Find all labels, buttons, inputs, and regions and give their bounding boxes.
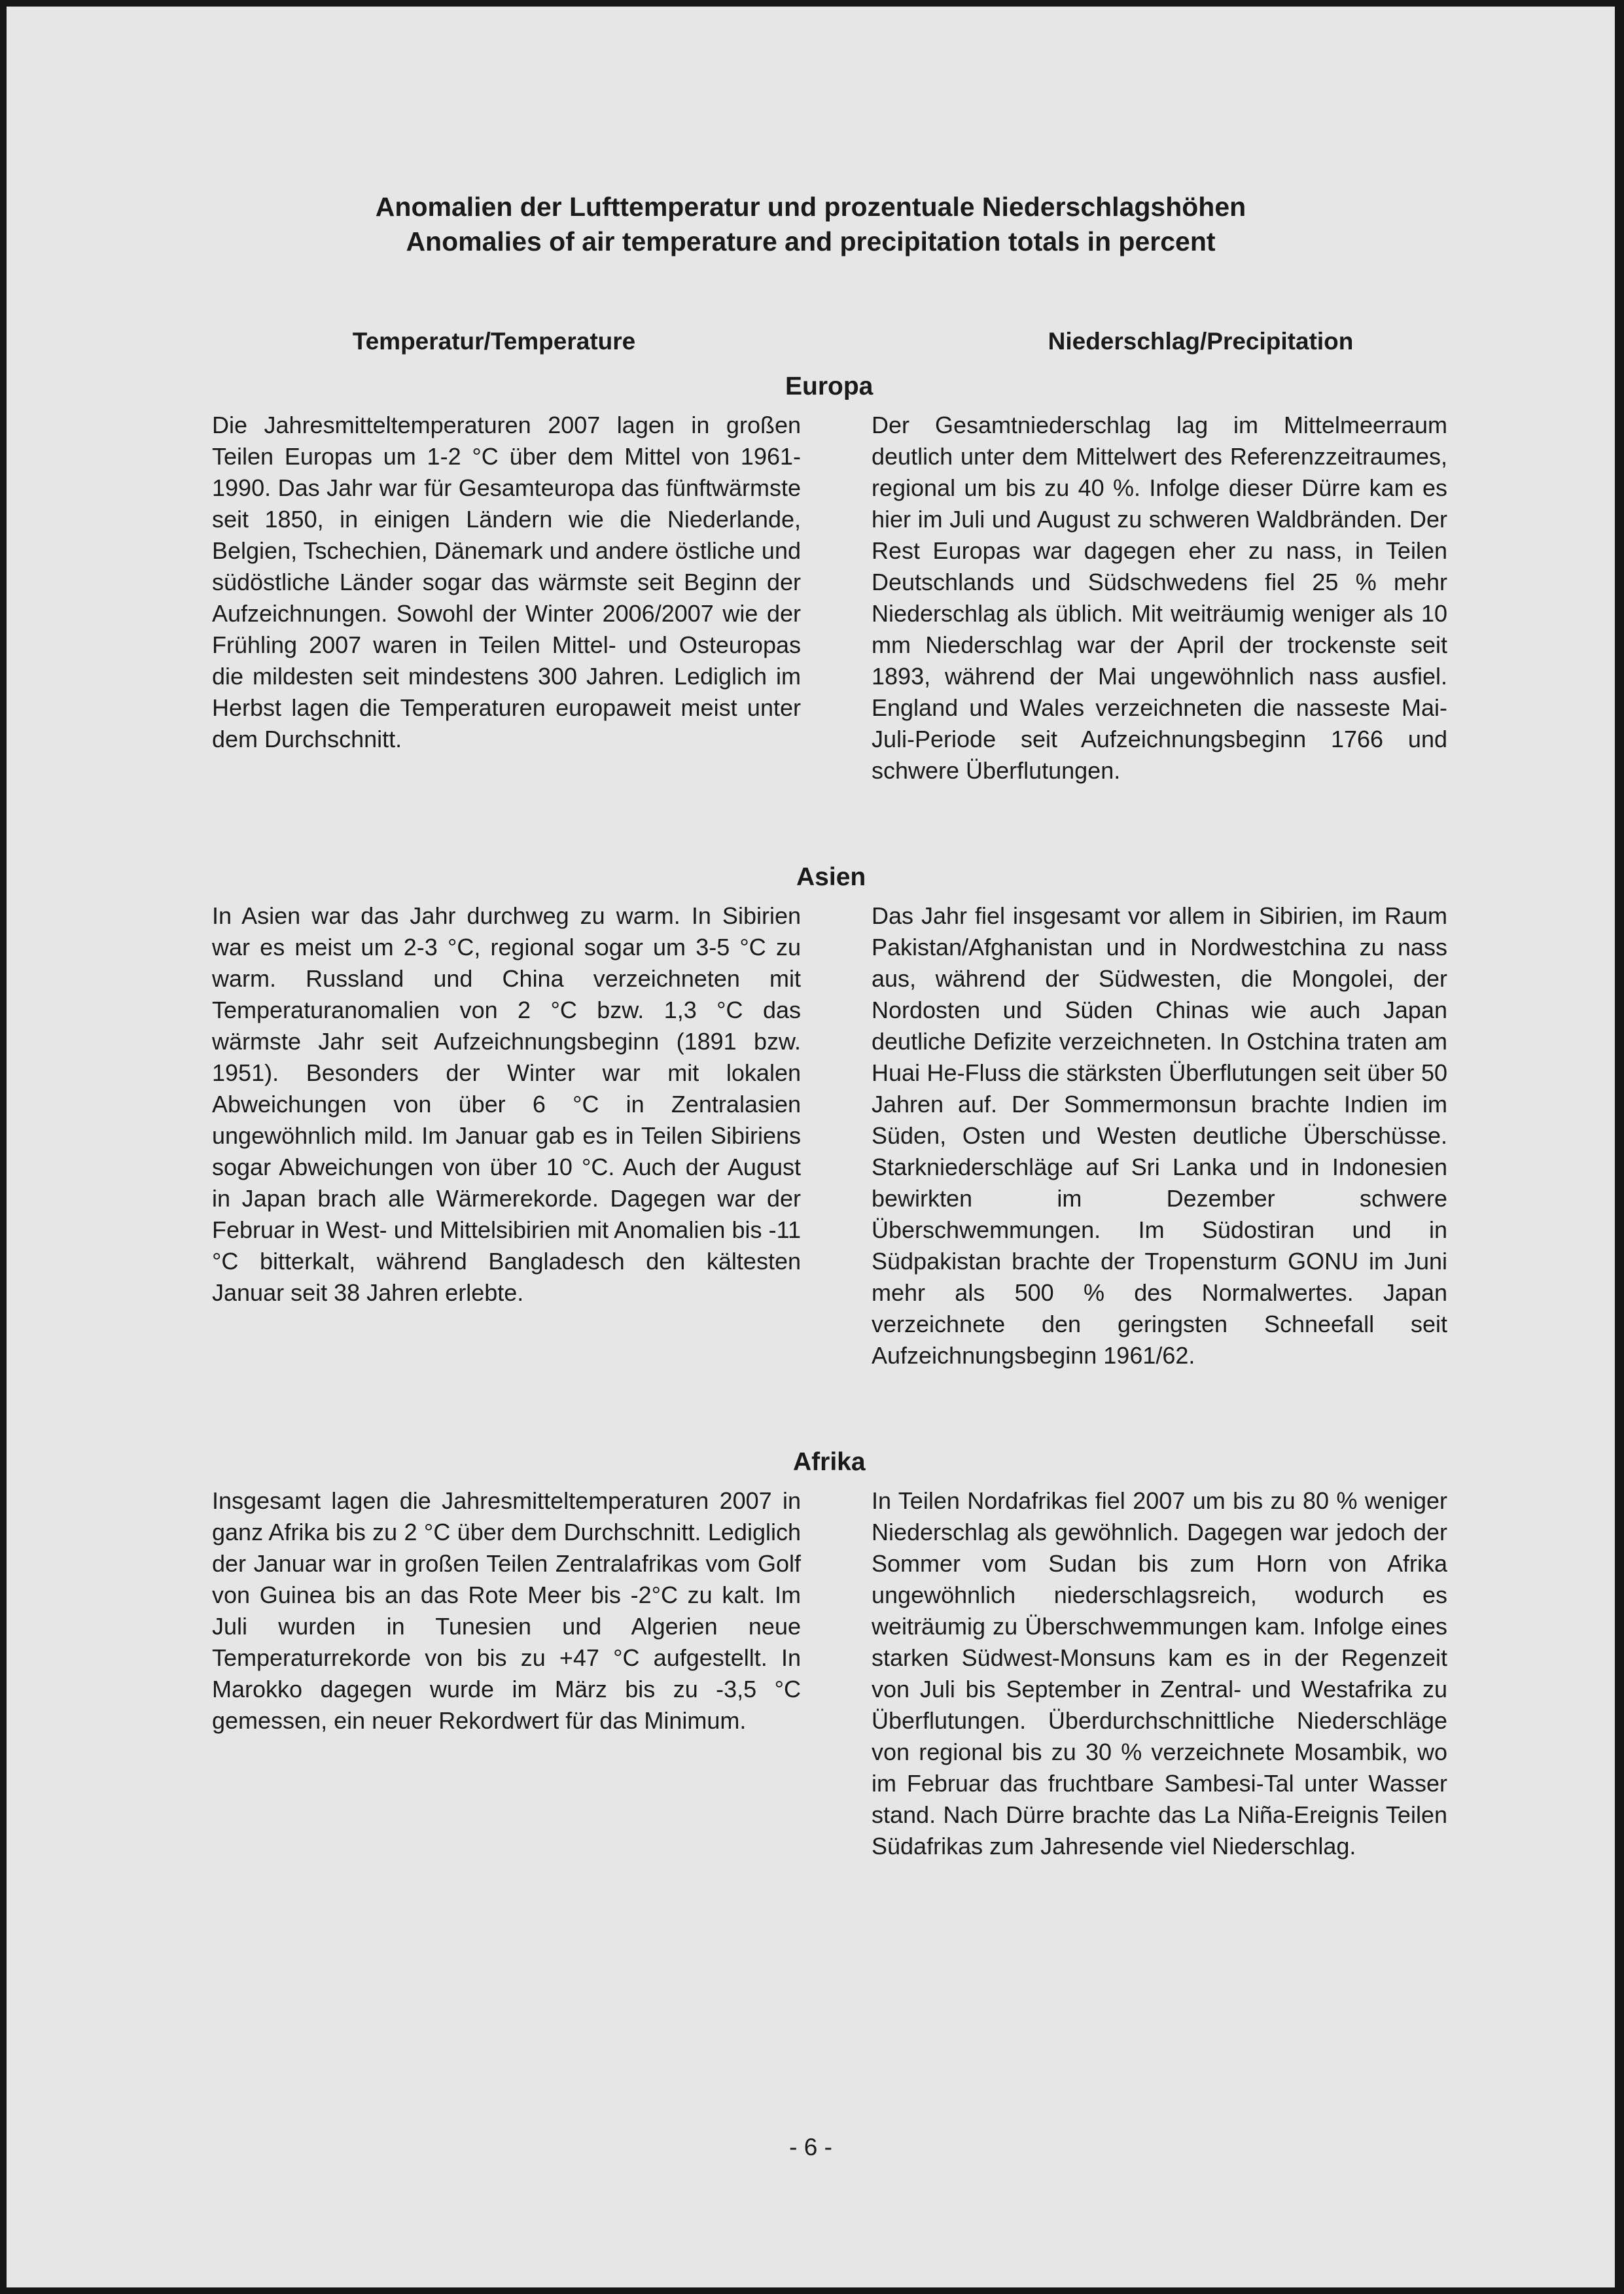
title-english: Anomalies of air temperature and precipitation totals in percent [406,226,1216,256]
region-heading-afrika: Afrika [793,1448,866,1476]
afrika-precipitation-text: In Teilen Nordafrikas fiel 2007 um bis zu 80 % weniger Niederschlag als gewöhnlich. Dagegen war jedoch der Sommer vom Sudan bis zum Horn von Afrika ungewöhnlich niederschlagsreich, wodurch es weiträumig zu Überschwemmungen kam. Infolge eines starken Südwest-Monsuns kam es in der Regenzeit von Juli bis September in Zentral- und Westafrika zu Überflutungen. Überdurchschnittliche Niederschläge von regional bis zu 30 % verzeichnete Mosambik, wo im Februar das fruchtbare Sambesi-Tal unter Wasser stand. Nach Dürre brachte das La Niña-Ereignis Teilen Südafrikas zum Jahresende viel Niederschlag. [872,1487,1447,1860]
region-heading-asien: Asien [796,863,866,891]
europa-temperature-text: Die Jahresmitteltemperaturen 2007 lagen in großen Teilen Europas um 1-2 °C über dem Mittel von 1961-1990. Das Jahr war für Gesamteuropa das fünftwärmste seit 1850, in einigen Ländern wie die Niederlande, Belgien, Tschechien, Dänemark und andere östliche und südöstliche Länder sogar das wärmste seit Beginn der Aufzeichnungen. Sowohl der Winter 2006/2007 wie der Frühling 2007 waren in Teilen Mittel- und Osteuropas die mildesten seit mindestens 300 Jahren. Lediglich im Herbst lagen die Temperaturen europaweit meist unter dem Durchschnitt. [212,412,801,752]
column-heading-temperature: Temperatur/Temperature [352,328,636,355]
asien-temperature-text: In Asien war das Jahr durchweg zu warm. In Sibirien war es meist um 2-3 °C, regional sogar um 3-5 °C zu warm. Russland und China verzeichneten mit Temperaturanomalien von 2 °C bzw. 1,3 °C das wärmste Jahr seit Aufzeichnungsbeginn (1891 bzw. 1951). Besonders der Winter war mit lokalen Abweichungen von über 6 °C in Zentralasien ungewöhnlich mild. Im Januar gab es in Teilen Sibiriens sogar Abweichungen von über 10 °C. Auch der August in Japan brach alle Wärmerekorde. Dagegen war der Februar in West- und Mittelsibirien mit Anomalien bis -11 °C bitterkalt, während Bangladesch den kältesten Januar seit 38 Jahren erlebte. [212,902,801,1306]
column-heading-precipitation: Niederschlag/Precipitation [1048,328,1354,355]
page-title [7,190,1615,259]
europa-precipitation-text: Der Gesamtniederschlag lag im Mittelmeerraum deutlich unter dem Mittelwert des Referenzzeitraumes, regional um bis zu 40 %. Infolge dieser Dürre kam es hier im Juli und August zu schweren Waldbränden. Der Rest Europas war dagegen eher zu nass, in Teilen Deutschlands und Südschwedens fiel 25 % mehr Niederschlag als üblich. Mit weiträumig weniger als 10 mm Niederschlag war der April der trockenste seit 1893, während der Mai ungewöhnlich nass ausfiel. England und Wales verzeichneten die nasseste Mai-Juli-Periode seit Aufzeichnungsbeginn 1766 und schwere Überflutungen. [872,412,1447,784]
page-number: - 6 - [789,2134,832,2161]
afrika-temperature-text: Insgesamt lagen die Jahresmitteltemperaturen 2007 in ganz Afrika bis zu 2 °C über dem Durchschnitt. Lediglich der Januar war in großen Teilen Zentralafrikas vom Golf von Guinea bis an das Rote Meer bis -2°C zu kalt. Im Juli wurden in Tunesien und Algerien neue Temperaturrekorde von bis zu +47 °C aufgestellt. In Marokko dagegen wurde im März bis zu -3,5 °C gemessen, ein neuer Rekordwert für das Minimum. [212,1487,801,1734]
document-page [7,7,1615,2287]
asien-precipitation-text: Das Jahr fiel insgesamt vor allem in Sibirien, im Raum Pakistan/Afghanistan und in Nordwestchina zu nass aus, während der Südwesten, die Mongolei, der Nordosten und Süden Chinas wie auch Japan deutliche Defizite verzeichneten. In Ostchina traten am Huai He-Fluss die stärksten Überflutungen seit über 50 Jahren auf. Der Sommermonsun brachte Indien im Süden, Osten und Westen deutliche Überschüsse. Starkniederschläge auf Sri Lanka und in Indonesien bewirkten im Dezember schwere Überschwemmungen. Im Südostiran und in Südpakistan brachte der Tropensturm GONU im Juni mehr als 500 % des Normalwertes. Japan verzeichnete den geringsten Schneefall seit Aufzeichnungsbeginn 1961/62. [872,902,1447,1369]
region-heading-europa: Europa [785,372,874,400]
title-german: Anomalien der Lufttemperatur und prozentuale Niederschlagshöhen [375,192,1246,222]
